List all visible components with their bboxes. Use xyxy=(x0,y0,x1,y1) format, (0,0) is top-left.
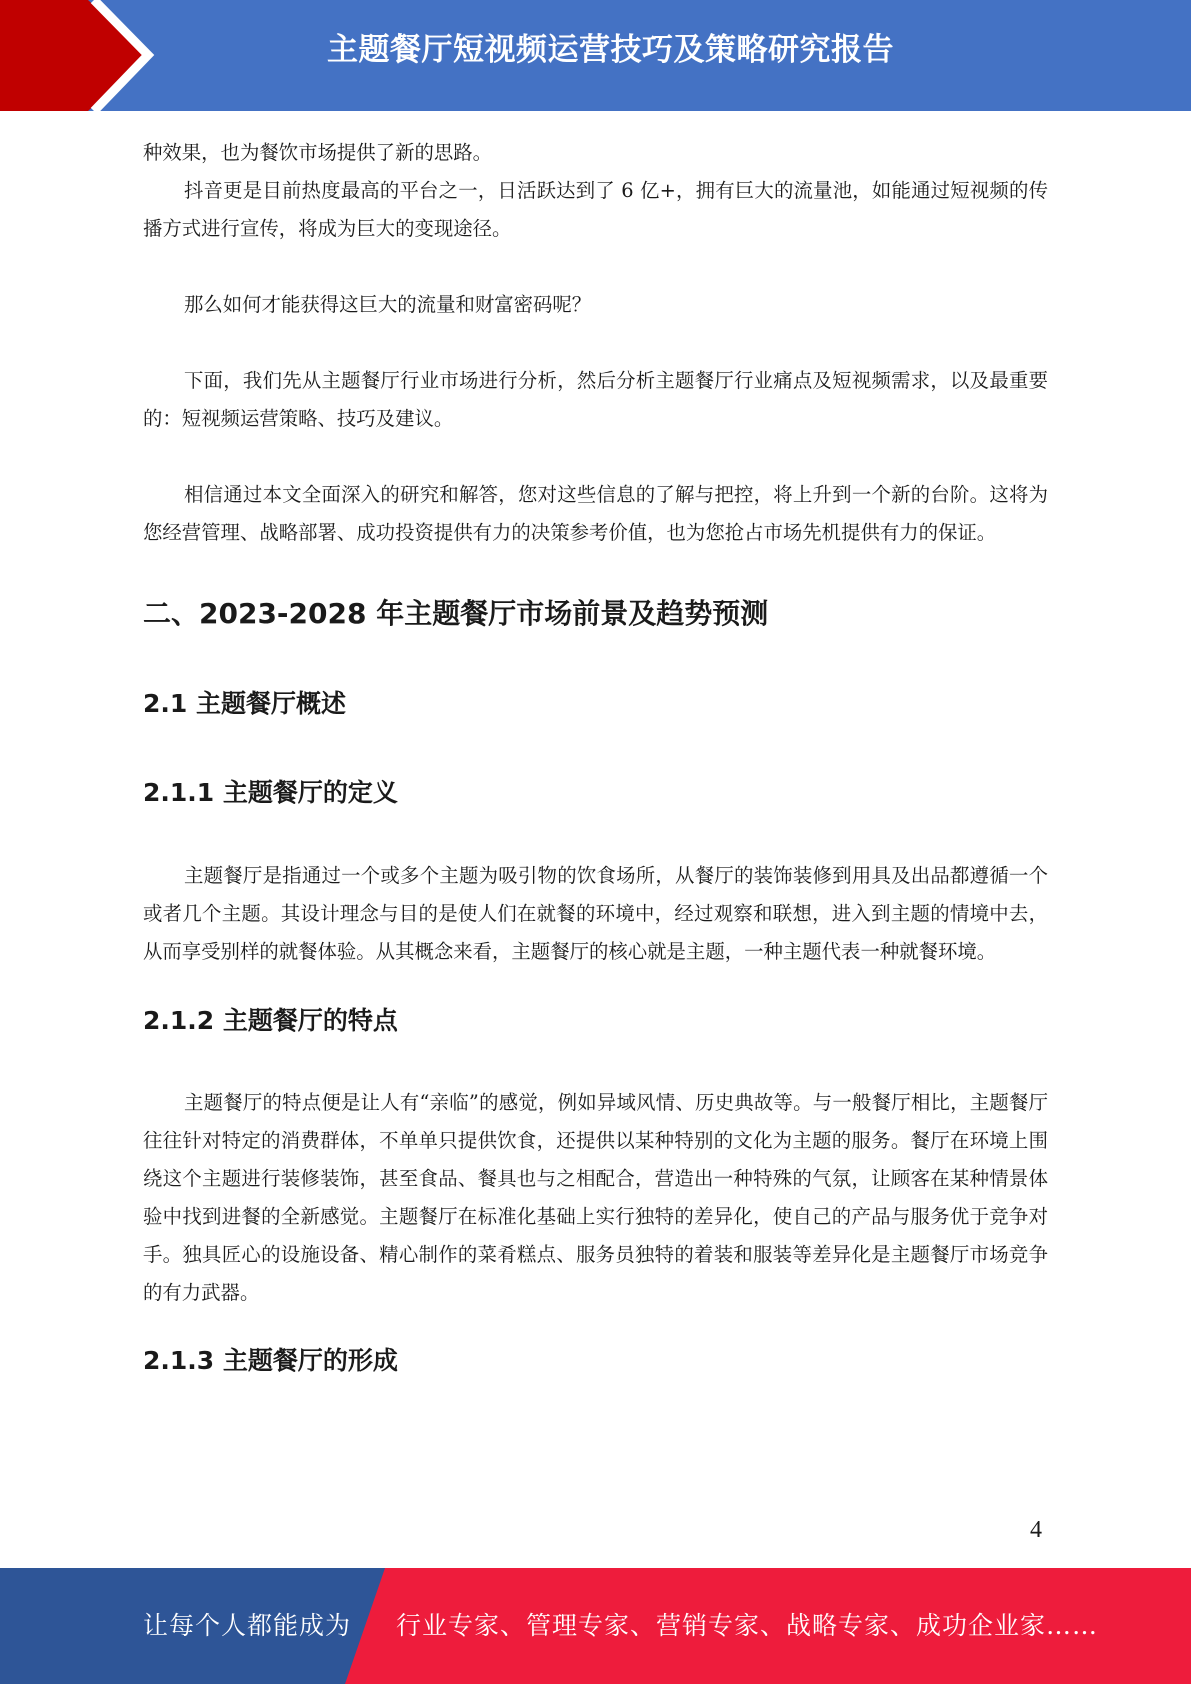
page-header xyxy=(0,0,1191,111)
paragraph-continuation: 种效果，也为餐饮市场提供了新的思路。 xyxy=(143,141,493,164)
footer-slogan-left: 让每个人都能成为 xyxy=(143,1611,352,1640)
page-footer xyxy=(0,1568,1191,1684)
subsection-heading-2-1-1: 2.1.1 主题餐厅的定义 xyxy=(143,778,398,807)
paragraph-overview: 下面，我们先从主题餐厅行业市场进行分析，然后分析主题餐厅行业痛点及短视频需求，以及最重要的：短视频运营策略、技巧及建议。 xyxy=(143,369,1048,430)
subsection-heading-2-1-2: 2.1.2 主题餐厅的特点 xyxy=(143,1006,398,1035)
paragraph-definition: 主题餐厅是指通过一个或多个主题为吸引物的饮食场所，从餐厅的装饰装修到用具及出品都遵循一个或者几个主题。其设计理念与目的是使人们在就餐的环境中，经过观察和联想，进入到主题的情境中去，从而享受别样的就餐体验。从其概念来看，主题餐厅的核心就是主题，一种主题代表一种就餐环境。 xyxy=(143,864,1048,963)
section-heading: 二、2023-2028 年主题餐厅市场前景及趋势预测 xyxy=(143,597,769,630)
paragraph-value: 相信通过本文全面深入的研究和解答，您对这些信息的了解与把控，将上升到一个新的台阶。这将为您经营管理、战略部署、成功投资提供有力的决策参考价值，也为您抢占市场先机提供有力的保证。 xyxy=(143,483,1048,544)
header-title: 主题餐厅短视频运营技巧及策略研究报告 xyxy=(327,32,894,68)
paragraph-douyin: 抖音更是目前热度最高的平台之一，日活跃达到了 6 亿+，拥有巨大的流量池，如能通过短视频的传播方式进行宣传，将成为巨大的变现途径。 xyxy=(143,179,1048,240)
document-body xyxy=(143,134,1048,1379)
page-number: 4 xyxy=(1030,1517,1042,1543)
subsection-heading-2-1: 2.1 主题餐厅概述 xyxy=(143,689,346,718)
paragraph-features: 主题餐厅的特点便是让人有“亲临”的感觉，例如异域风情、历史典故等。与一般餐厅相比，主题餐厅往往针对特定的消费群体，不单单只提供饮食，还提供以某种特别的文化为主题的服务。餐厅在环境上围绕这个主题进行装修装饰，甚至食品、餐具也与之相配合，营造出一种特殊的气氛，让顾客在某种情景体验中找到进餐的全新感觉。主题餐厅在标准化基础上实行独特的差异化，使自己的产品与服务优于竞争对手。独具匠心的设施设备、精心制作的菜肴糕点、服务员独特的着装和服装等差异化是主题餐厅市场竞争的有力武器。 xyxy=(143,1091,1048,1304)
subsection-heading-2-1-3: 2.1.3 主题餐厅的形成 xyxy=(143,1346,398,1375)
paragraph-question: 那么如何才能获得这巨大的流量和财富密码呢？ xyxy=(184,293,592,316)
footer-slogan-right: 行业专家、管理专家、营销专家、战略专家、成功企业家…… xyxy=(396,1611,1099,1640)
